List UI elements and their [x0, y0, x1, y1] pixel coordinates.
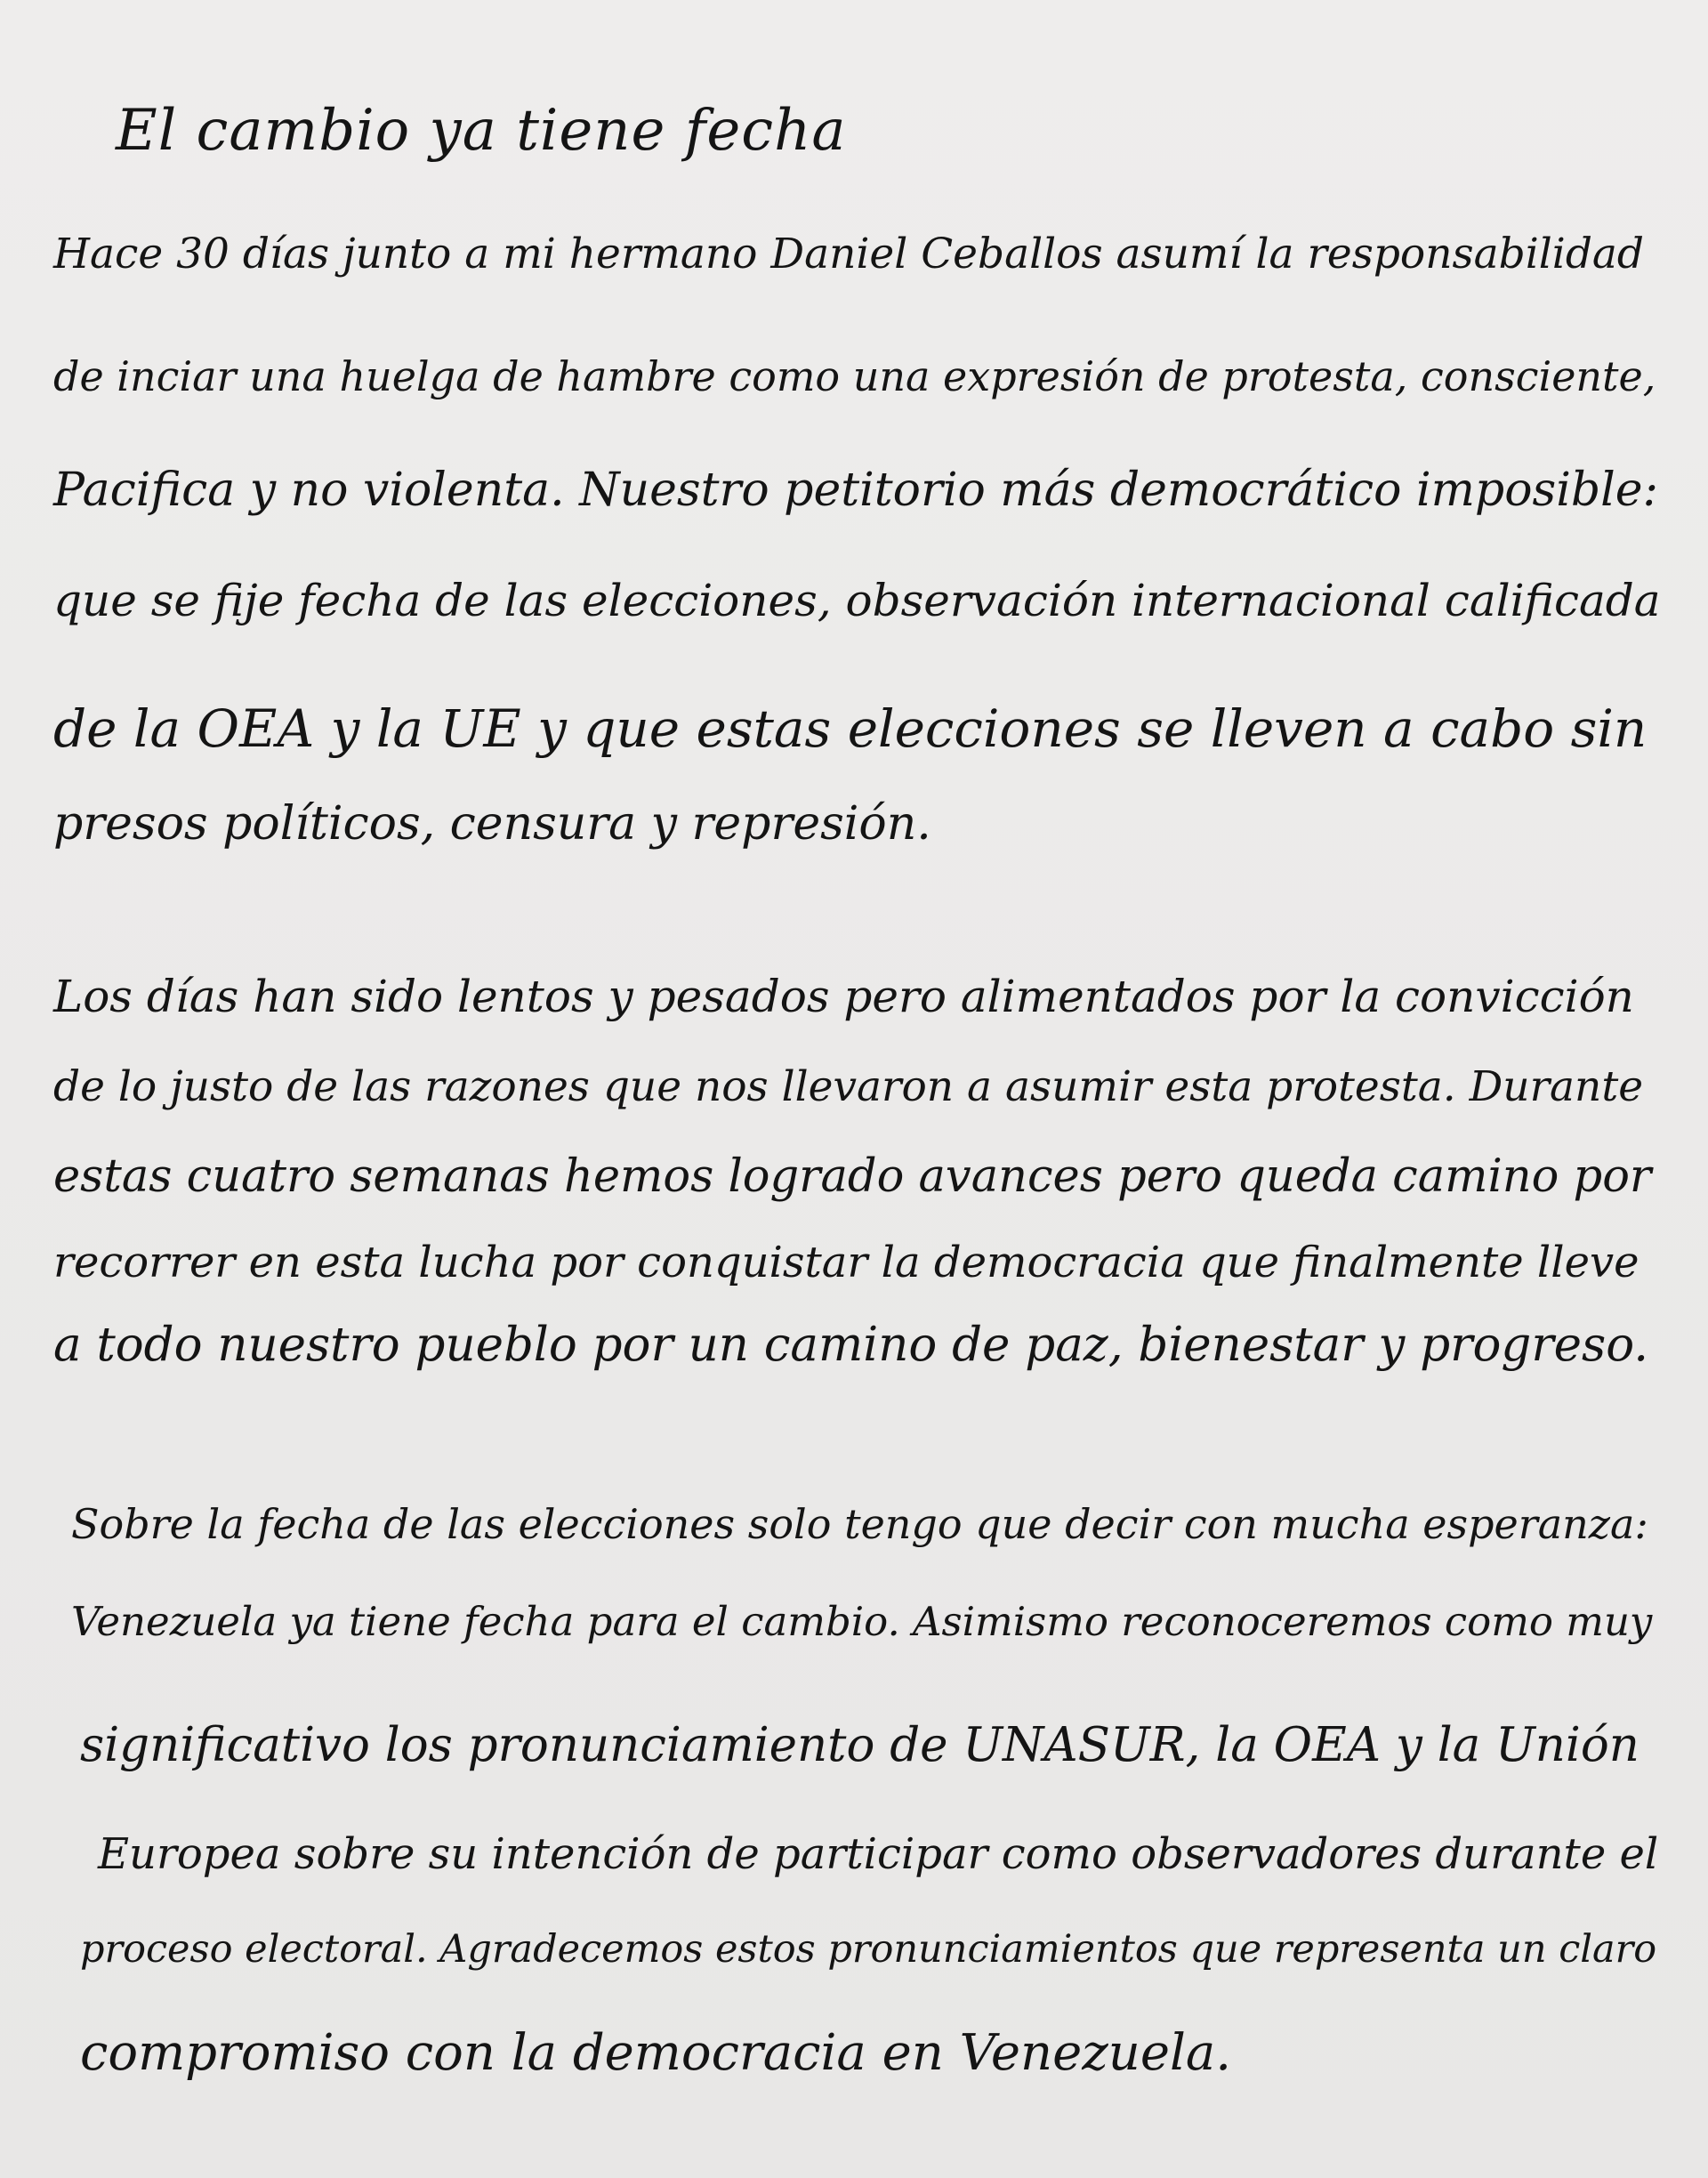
text-line: a todo nuestro pueblo por un camino de paz, bienestar y progreso. — [53, 1318, 1649, 1372]
text-line: que se fije fecha de las elecciones, observación internacional calificada — [53, 575, 1661, 626]
text-line: estas cuatro semanas hemos logrado avances pero queda camino por — [53, 1150, 1652, 1203]
text-line: Hace 30 días junto a mi hermano Daniel Ceballos asumí la responsabilidad — [53, 230, 1645, 278]
text-line: proceso electoral. Agradecemos estos pronunciamientos que representa un claro — [80, 1927, 1657, 1972]
text-line: de lo justo de las razones que nos llevaron a asumir esta protesta. Durante — [53, 1062, 1644, 1111]
text-line: presos políticos, censura y represión. — [53, 797, 931, 851]
text-line: significativo los pronunciamiento de UNASUR, la OEA y la Unión — [80, 1718, 1640, 1772]
text-line: Europea sobre su intención de participar como observadores durante el — [98, 1829, 1659, 1879]
letter-title: El cambio ya tiene fecha — [116, 98, 847, 164]
text-line: recorrer en esta lucha por conquistar la democracia que finalmente lleve — [53, 1238, 1640, 1287]
text-line: de la OEA y la UE y que estas elecciones se lleven a cabo sin — [53, 698, 1648, 759]
text-line: Venezuela ya tiene fecha para el cambio. Asimismo reconoceremos como muy — [71, 1598, 1653, 1645]
text-line: Los días han sido lentos y pesados pero alimentados por la convicción — [53, 971, 1634, 1022]
text-line: Pacifica y no violenta. Nuestro petitorio más democrático imposible: — [53, 464, 1659, 517]
text-line: Sobre la fecha de las elecciones solo tengo que decir con mucha esperanza: — [71, 1500, 1648, 1548]
text-line: de inciar una huelga de hambre como una expresión de protesta, consciente, — [53, 352, 1656, 400]
text-line: compromiso con la democracia en Venezuela. — [80, 2024, 1232, 2082]
